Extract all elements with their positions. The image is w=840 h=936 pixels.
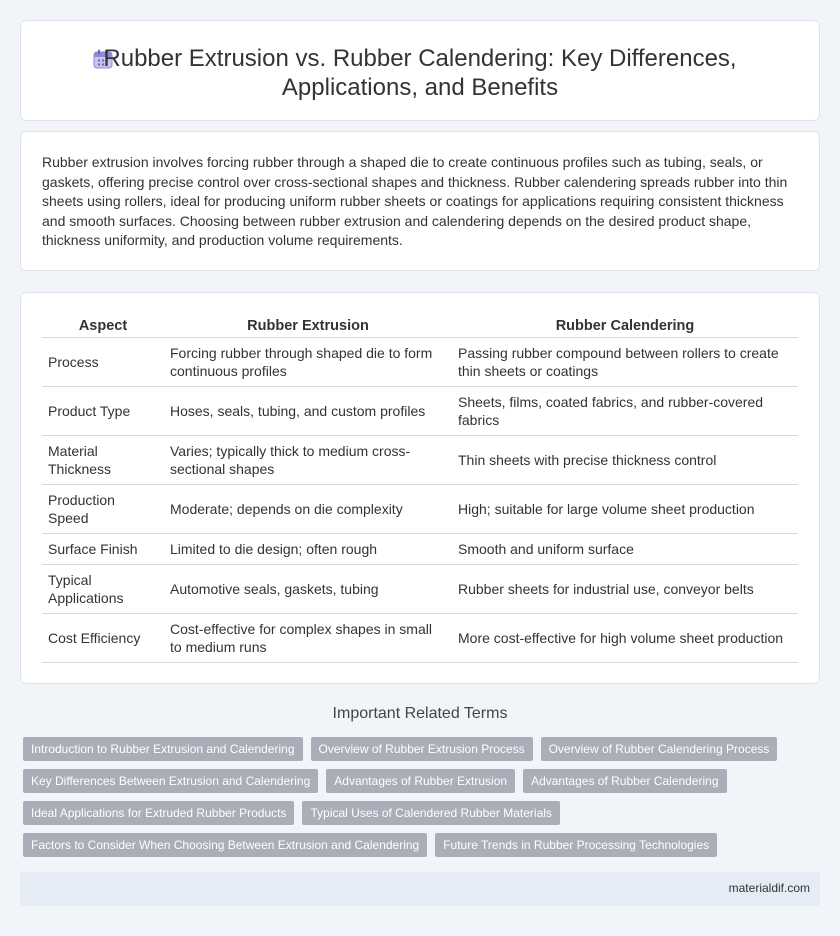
table-row — [42, 533, 798, 564]
related-term-tag[interactable]: Advantages of Rubber Calendering — [523, 769, 726, 793]
cell-aspect: Material Thickness — [42, 435, 164, 484]
related-terms-title: Important Related Terms — [332, 705, 508, 722]
page-title-line1: Rubber Extrusion vs. Rubber Calendering: Key Differences, — [103, 45, 737, 72]
cell-calendering: High; suitable for large volume sheet production — [452, 484, 798, 533]
tag-row — [23, 769, 823, 793]
table-row — [42, 386, 798, 435]
header-extrusion: Rubber Extrusion — [164, 316, 452, 337]
header-card — [20, 20, 820, 121]
comparison-card — [20, 292, 820, 684]
related-terms-list — [23, 737, 823, 865]
related-term-tag[interactable]: Overview of Rubber Extrusion Process — [311, 737, 533, 761]
cell-extrusion: Cost-effective for complex shapes in small to medium runs — [164, 613, 452, 662]
cell-aspect: Surface Finish — [42, 533, 164, 564]
cell-aspect: Process — [42, 337, 164, 386]
cell-calendering: More cost-effective for high volume sheet production — [452, 613, 798, 662]
page-title — [21, 44, 819, 102]
related-term-tag[interactable]: Typical Uses of Calendered Rubber Materials — [302, 801, 559, 825]
cell-calendering: Rubber sheets for industrial use, conveyor belts — [452, 564, 798, 613]
intro-card — [20, 131, 820, 271]
footer — [20, 872, 820, 906]
related-term-tag[interactable]: Ideal Applications for Extruded Rubber Products — [23, 801, 294, 825]
table-row — [42, 613, 798, 662]
footer-site-link[interactable]: materialdif.com — [728, 881, 810, 895]
cell-calendering: Thin sheets with precise thickness control — [452, 435, 798, 484]
related-term-tag[interactable]: Future Trends in Rubber Processing Technologies — [435, 833, 717, 857]
table-row — [42, 564, 798, 613]
cell-calendering: Sheets, films, coated fabrics, and rubber-covered fabrics — [452, 386, 798, 435]
cell-extrusion: Forcing rubber through shaped die to form continuous profiles — [164, 337, 452, 386]
cell-extrusion: Automotive seals, gaskets, tubing — [164, 564, 452, 613]
tag-row — [23, 737, 823, 761]
page-title-line2: Applications, and Benefits — [281, 74, 559, 101]
intro-paragraph: Rubber extrusion involves forcing rubber through a shaped die to create continuous profiles such as tubing, seals, or gaskets, offering precise control over cross-sectional shapes and thickness. Rubber calendering spreads rubber into thin sheets using rollers, ideal for producing uniform rubber sheets or coatings for applications requiring consistent thickness and smooth surfaces. Choosing between rubber extrusion and calendering depends on the desired product shape, thickness uniformity, and production volume requirements. — [42, 154, 788, 248]
cell-extrusion: Hoses, seals, tubing, and custom profiles — [164, 386, 452, 435]
related-term-tag[interactable]: Overview of Rubber Calendering Process — [541, 737, 778, 761]
tag-row — [23, 801, 823, 825]
tag-row — [23, 833, 823, 857]
related-term-tag[interactable]: Key Differences Between Extrusion and Calendering — [23, 769, 318, 793]
cell-aspect: Typical Applications — [42, 564, 164, 613]
table-row — [42, 435, 798, 484]
cell-aspect: Product Type — [42, 386, 164, 435]
cell-calendering: Smooth and uniform surface — [452, 533, 798, 564]
cell-extrusion: Limited to die design; often rough — [164, 533, 452, 564]
comparison-table — [42, 316, 798, 663]
cell-extrusion: Moderate; depends on die complexity — [164, 484, 452, 533]
related-term-tag[interactable]: Advantages of Rubber Extrusion — [326, 769, 515, 793]
header-aspect: Aspect — [42, 316, 164, 337]
cell-aspect: Production Speed — [42, 484, 164, 533]
cell-extrusion: Varies; typically thick to medium cross-sectional shapes — [164, 435, 452, 484]
header-calendering: Rubber Calendering — [452, 316, 798, 337]
related-term-tag[interactable]: Factors to Consider When Choosing Between Extrusion and Calendering — [23, 833, 427, 857]
table-row — [42, 337, 798, 386]
related-term-tag[interactable]: Introduction to Rubber Extrusion and Calendering — [23, 737, 303, 761]
cell-aspect: Cost Efficiency — [42, 613, 164, 662]
cell-calendering: Passing rubber compound between rollers to create thin sheets or coatings — [452, 337, 798, 386]
table-row — [42, 484, 798, 533]
table-header-row — [42, 316, 798, 337]
